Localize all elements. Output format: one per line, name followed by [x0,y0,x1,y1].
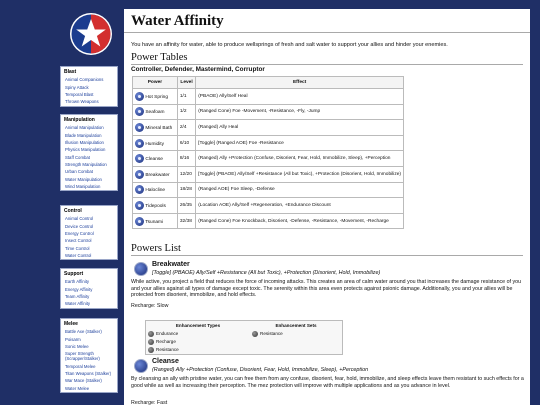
power-description-cleanse: By cleansing an ally with pristine water, you can free them from any confuse, disorient, fear, hold, immobilize, and sleep effects leave them resistant to such effects for a good while as well as increasing their perception. The mez protection will improve with multiple applications and as you advance in level. [131,376,524,389]
hot-spring-icon [135,92,144,101]
nav-item[interactable]: Water Melee [65,385,90,391]
nav-item[interactable]: War Mace (Stalker) [65,378,102,384]
archetypes-subheading: Controller, Defender, Mastermind, Corruptor [131,66,265,73]
nav-item[interactable]: Blade Manipulation [65,132,102,138]
power-cell[interactable] [133,89,178,105]
nav-item[interactable]: Temporal Blast [65,91,94,97]
enhancement-table [145,320,343,355]
nav-section-melee [60,318,118,393]
table-row [133,182,404,198]
nav-item[interactable]: Animal Manipulation [65,125,104,131]
power-name[interactable]: Tidepools [145,203,166,209]
nav-heading: Support [64,271,84,277]
powers-list-heading: Powers List [131,243,523,256]
effect-cell: [Toggle] (PBAOE) Ally/Self +Resistance (All but Toxic), +Protection (Disorient, Hold, Immobilize) [196,166,404,182]
recharge-breakwater: Recharge: Slow [131,303,169,309]
page-title: Water Affinity [124,9,530,33]
level-cell: 18/28 [177,182,195,198]
page-intro: You have an affinity for water, able to produce wellsprings of fresh and salt water to support your allies and hinder your enemies. [131,42,448,48]
effect-cell: (PBAOE) Ally/Self Heal [196,89,404,105]
nav-item[interactable]: Energy Affinity [65,286,93,292]
table-row [133,151,404,167]
power-name[interactable]: Breakwater [145,172,170,178]
table-row [133,166,404,182]
table-row [133,135,404,151]
humidity-icon [135,139,144,148]
nav-item[interactable]: Wind Manipulation [65,184,101,190]
effect-cell: (Ranged) Ally Heal [196,120,404,136]
table-row [133,104,404,120]
power-name-cleanse: Cleanse [152,358,179,365]
nav-item[interactable]: Temporal Melee [65,363,96,369]
enhancement-type-label: Endurance [156,331,179,337]
effect-cell: (Location AOE) Ally/Self +Regeneration, +Endurance Discount [196,198,404,214]
main-content [124,9,530,405]
nav-item[interactable]: Team Affinity [65,293,90,299]
recharge-icon [148,339,154,345]
enhancement-type-label: Recharge [156,339,176,345]
nav-item[interactable]: Energy Control [65,230,94,236]
enhancement-type-label: Resistance [156,347,179,353]
effect-cell: [Toggle] (Ranged AOE) Foe -Resistance [196,135,404,151]
level-cell: 12/20 [177,166,195,182]
nav-item[interactable]: Water Control [65,253,92,259]
column-header-effect: Effect [196,77,404,89]
nav-item[interactable]: Urban Combat [65,169,93,175]
level-cell: 1/2 [177,104,195,120]
power-name[interactable]: Tsunami [145,219,164,225]
level-cell: 32/38 [177,213,195,229]
effect-cell: (Ranged AOE) Foe Sleep, -Defense [196,182,404,198]
power-cell[interactable] [133,182,178,198]
enhancement-sets-header: Enhancement Sets [275,323,317,328]
power-name[interactable]: Mineral Bath [145,125,173,131]
power-name[interactable]: Cleanse [145,156,163,162]
tidepools-icon [135,201,144,210]
table-row [133,198,404,214]
nav-item[interactable]: Spiny Attack [65,84,89,90]
nav-section-support [60,268,118,309]
column-header-level: Level [177,77,195,89]
column-header-power: Power [133,77,178,89]
level-cell: 26/35 [177,198,195,214]
nav-item[interactable]: Super Strength (Scrapper/Stalker) [65,351,100,362]
level-cell: 6/10 [177,135,195,151]
power-cell[interactable] [133,104,178,120]
nav-item[interactable]: Titan Weapons (Stalker) [65,371,112,377]
nav-item[interactable]: Earth Affinity [65,279,90,285]
power-cell[interactable] [133,166,178,182]
table-row [133,89,404,105]
nav-item[interactable]: Thrown Weapons [65,99,99,105]
cleanse-icon [134,359,148,373]
table-row [133,120,404,136]
nav-item[interactable]: Time Control [65,245,90,251]
power-cell[interactable] [133,213,178,229]
power-summary-breakwater: [Toggle] (PBAOE) Ally/Self +Resistance (All but Toxic), +Protection (Disorient, Hold, Immobilize) [152,270,381,276]
nav-heading: Melee [64,321,78,327]
table-row [133,213,404,229]
power-name-breakwater: Breakwater [152,261,190,268]
power-summary-cleanse: (Ranged) Ally +Protection (Confuse, Disorient, Fear, Hold, Immobilize, Sleep), +Perception [152,367,369,373]
enhancement-types-header: Enhancement Types [175,323,221,328]
level-cell: 8/16 [177,151,195,167]
breakwater-icon [135,170,144,179]
power-name[interactable]: Seafoam [145,110,165,116]
effect-cell: (Ranged Cone) Foe Knockback, Disorient, -Defense, -Resistance, -Movement, -Recharge [196,213,404,229]
power-cell[interactable] [133,120,178,136]
site-logo[interactable] [69,12,113,56]
nav-section-manipulation [60,114,118,191]
halocline-icon [135,185,144,194]
seafoam-icon [135,107,144,116]
power-cell[interactable] [133,198,178,214]
nav-item[interactable]: Illusion Manipulation [65,139,104,145]
resistance-set-icon [252,331,258,337]
level-cell: 2/4 [177,120,195,136]
cleanse-icon [135,154,144,163]
nav-item[interactable]: Animal Companions [65,77,104,83]
nav-item[interactable]: Water Affinity [65,301,91,307]
enhancement-type [146,330,251,338]
effect-cell: (Ranged Cone) Foe -Movement, -Resistance, -Fly, -Jump [196,104,404,120]
power-description-breakwater: While active, you project a field that reduces the force of incoming attacks. This creates an area of calm water around you that increases the damage resistance of you and your allies against all types of damage except toxic. The serenity within this area even protects against psionic damage. Additionally, you and your allies will be protected from disorient, immobilize, and hold effects. [131,279,522,298]
power-name[interactable]: Halocline [145,188,166,194]
recharge-cleanse: Recharge: Fast [131,400,168,405]
power-cell[interactable] [133,151,178,167]
nav-item[interactable]: Poisarm [65,336,81,342]
nav-item[interactable]: Water Manipulation [65,176,102,182]
nav-item[interactable]: Animal Control [65,216,94,222]
breakwater-icon [134,262,148,276]
endurance-icon [148,331,154,337]
tsunami-icon [135,217,144,226]
power-name[interactable]: Hot Spring [145,94,169,100]
nav-section-blast [60,66,118,107]
nav-item[interactable]: Physics Manipulation [65,147,106,153]
resistance-icon [148,347,154,353]
nav-section-control [60,205,118,260]
power-name[interactable]: Humidity [145,141,165,147]
nav-item[interactable]: Insect Control [65,238,92,244]
enhancement-type [146,338,251,346]
nav-item[interactable]: Staff Combat [65,154,90,160]
enhancement-set-label[interactable]: Resistance [260,331,283,337]
power-tables-heading: Power Tables [131,52,523,65]
enhancement-type [146,346,251,355]
nav-item[interactable]: Battle Axe (Stalker) [65,329,102,335]
nav-item[interactable]: Sonic Melee [65,343,89,349]
nav-item[interactable]: Device Control [65,223,94,229]
enhancement-set[interactable] [250,330,343,338]
level-cell: 1/1 [177,89,195,105]
nav-heading: Blast [64,69,77,75]
power-cell[interactable] [133,135,178,151]
nav-heading: Control [64,208,82,214]
effect-cell: (Ranged) Ally +Protection (Confuse, Disorient, Fear, Hold, Immobilize, Sleep), +Perception [196,151,404,167]
mineral-bath-icon [135,123,144,132]
power-table [132,76,404,229]
sidebar [0,0,122,405]
nav-heading: Manipulation [64,117,95,123]
nav-item[interactable]: Strength Manipulation [65,162,107,168]
